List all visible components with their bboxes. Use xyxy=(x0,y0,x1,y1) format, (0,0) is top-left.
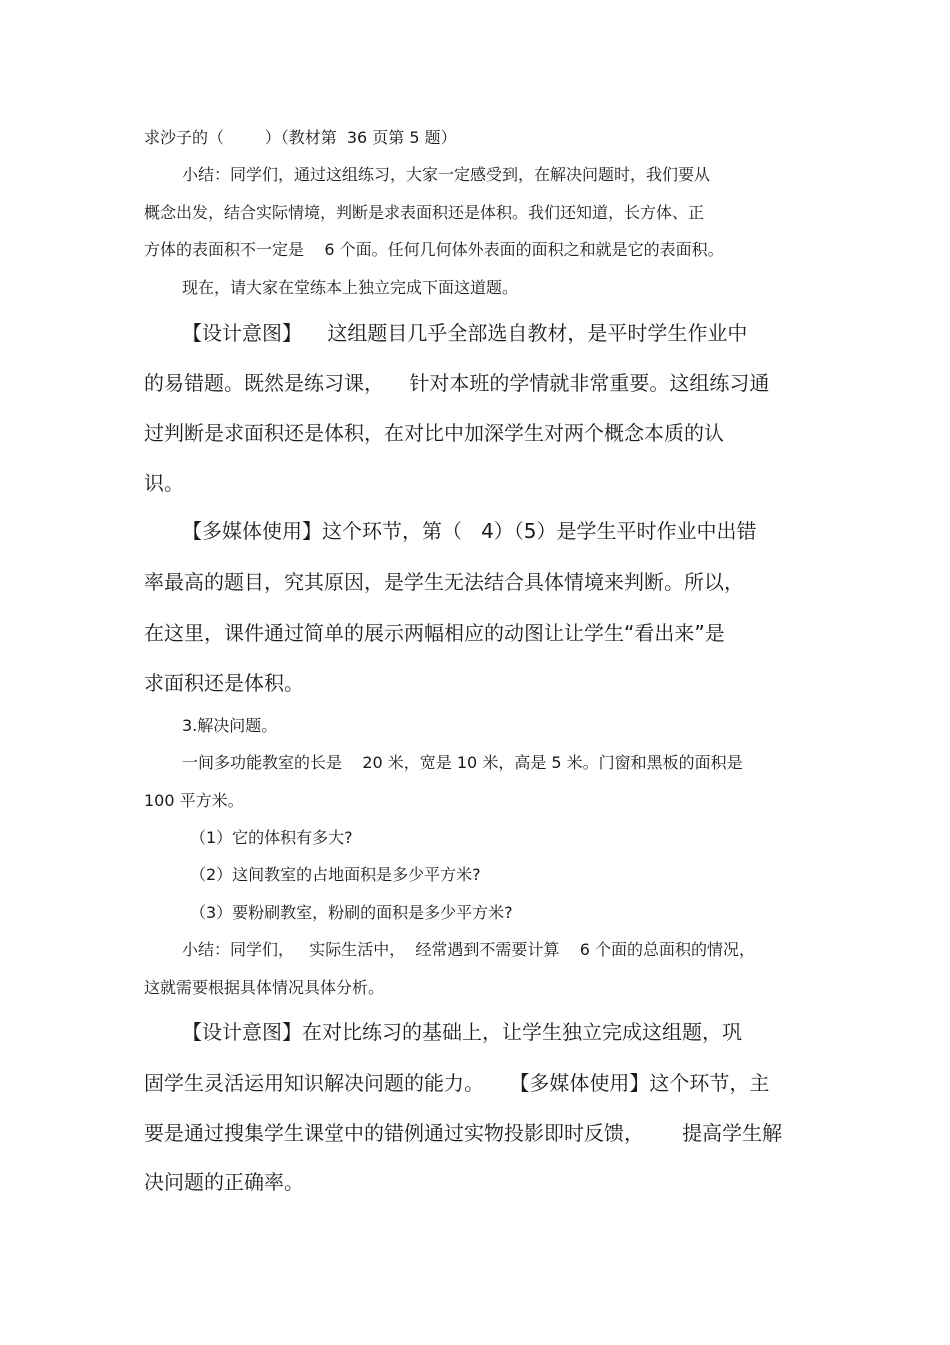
text-line: 要是通过搜集学生课堂中的错例通过实物投影即时反馈， 提高学生解 xyxy=(144,1121,783,1145)
text-line: 的易错题。既然是练习课， 针对本班的学情就非常重要。这组练习通 xyxy=(144,371,770,395)
text-line: 3.解决问题。 xyxy=(182,716,278,735)
text-line: 这就需要根据具体情况具体分析。 xyxy=(144,978,385,997)
text-line: 【多媒体使用】这个环节，第（ 4）（5）是学生平时作业中出错 xyxy=(182,519,757,543)
text-line: 一间多功能教室的长是 20 米，宽是 10 米，高是 5 米。门窗和黑板的面积是 xyxy=(182,753,743,772)
text-line: 过判断是求面积还是体积，在对比中加深学生对两个概念本质的认 xyxy=(144,421,724,445)
text-line: 求面积还是体积。 xyxy=(144,671,304,695)
text-line: （3）要粉刷教室，粉刷的面积是多少平方米? xyxy=(190,903,513,922)
text-line: （1）它的体积有多大? xyxy=(190,828,353,847)
text-line: 方体的表面积不一定是 6 个面。任何几何体外表面的面积之和就是它的表面积。 xyxy=(144,240,724,259)
text-line: 现在，请大家在堂练本上独立完成下面这道题。 xyxy=(182,278,519,297)
text-line: 100 平方米。 xyxy=(144,791,244,810)
text-line: 决问题的正确率。 xyxy=(144,1170,304,1194)
text-line: （2）这间教室的占地面积是多少平方米? xyxy=(190,865,481,884)
text-line: 【设计意图】 这组题目几乎全部选自教材，是平时学生作业中 xyxy=(182,321,748,345)
text-line: 小结：同学们， 实际生活中， 经常遇到不需要计算 6 个面的总面积的情况， xyxy=(182,940,756,959)
text-line: 识。 xyxy=(144,471,184,495)
text-line: 小结：同学们，通过这组练习，大家一定感受到，在解决问题时，我们要从 xyxy=(182,165,711,184)
text-line: 【设计意图】在对比练习的基础上，让学生独立完成这组题，巩 xyxy=(182,1020,742,1044)
text-line: 率最高的题目，究其原因，是学生无法结合具体情境来判断。所以， xyxy=(144,570,744,594)
text-line: 在这里，课件通过简单的展示两幅相应的动图让让学生“看出来”是 xyxy=(144,621,725,645)
text-line: 求沙子的（ ）（教材第 36 页第 5 题） xyxy=(144,128,457,147)
text-line: 固学生灵活运用知识解决问题的能力。 【多媒体使用】这个环节，主 xyxy=(144,1071,770,1095)
text-line: 概念出发，结合实际情境，判断是求表面积还是体积。我们还知道，长方体、正 xyxy=(144,203,705,222)
